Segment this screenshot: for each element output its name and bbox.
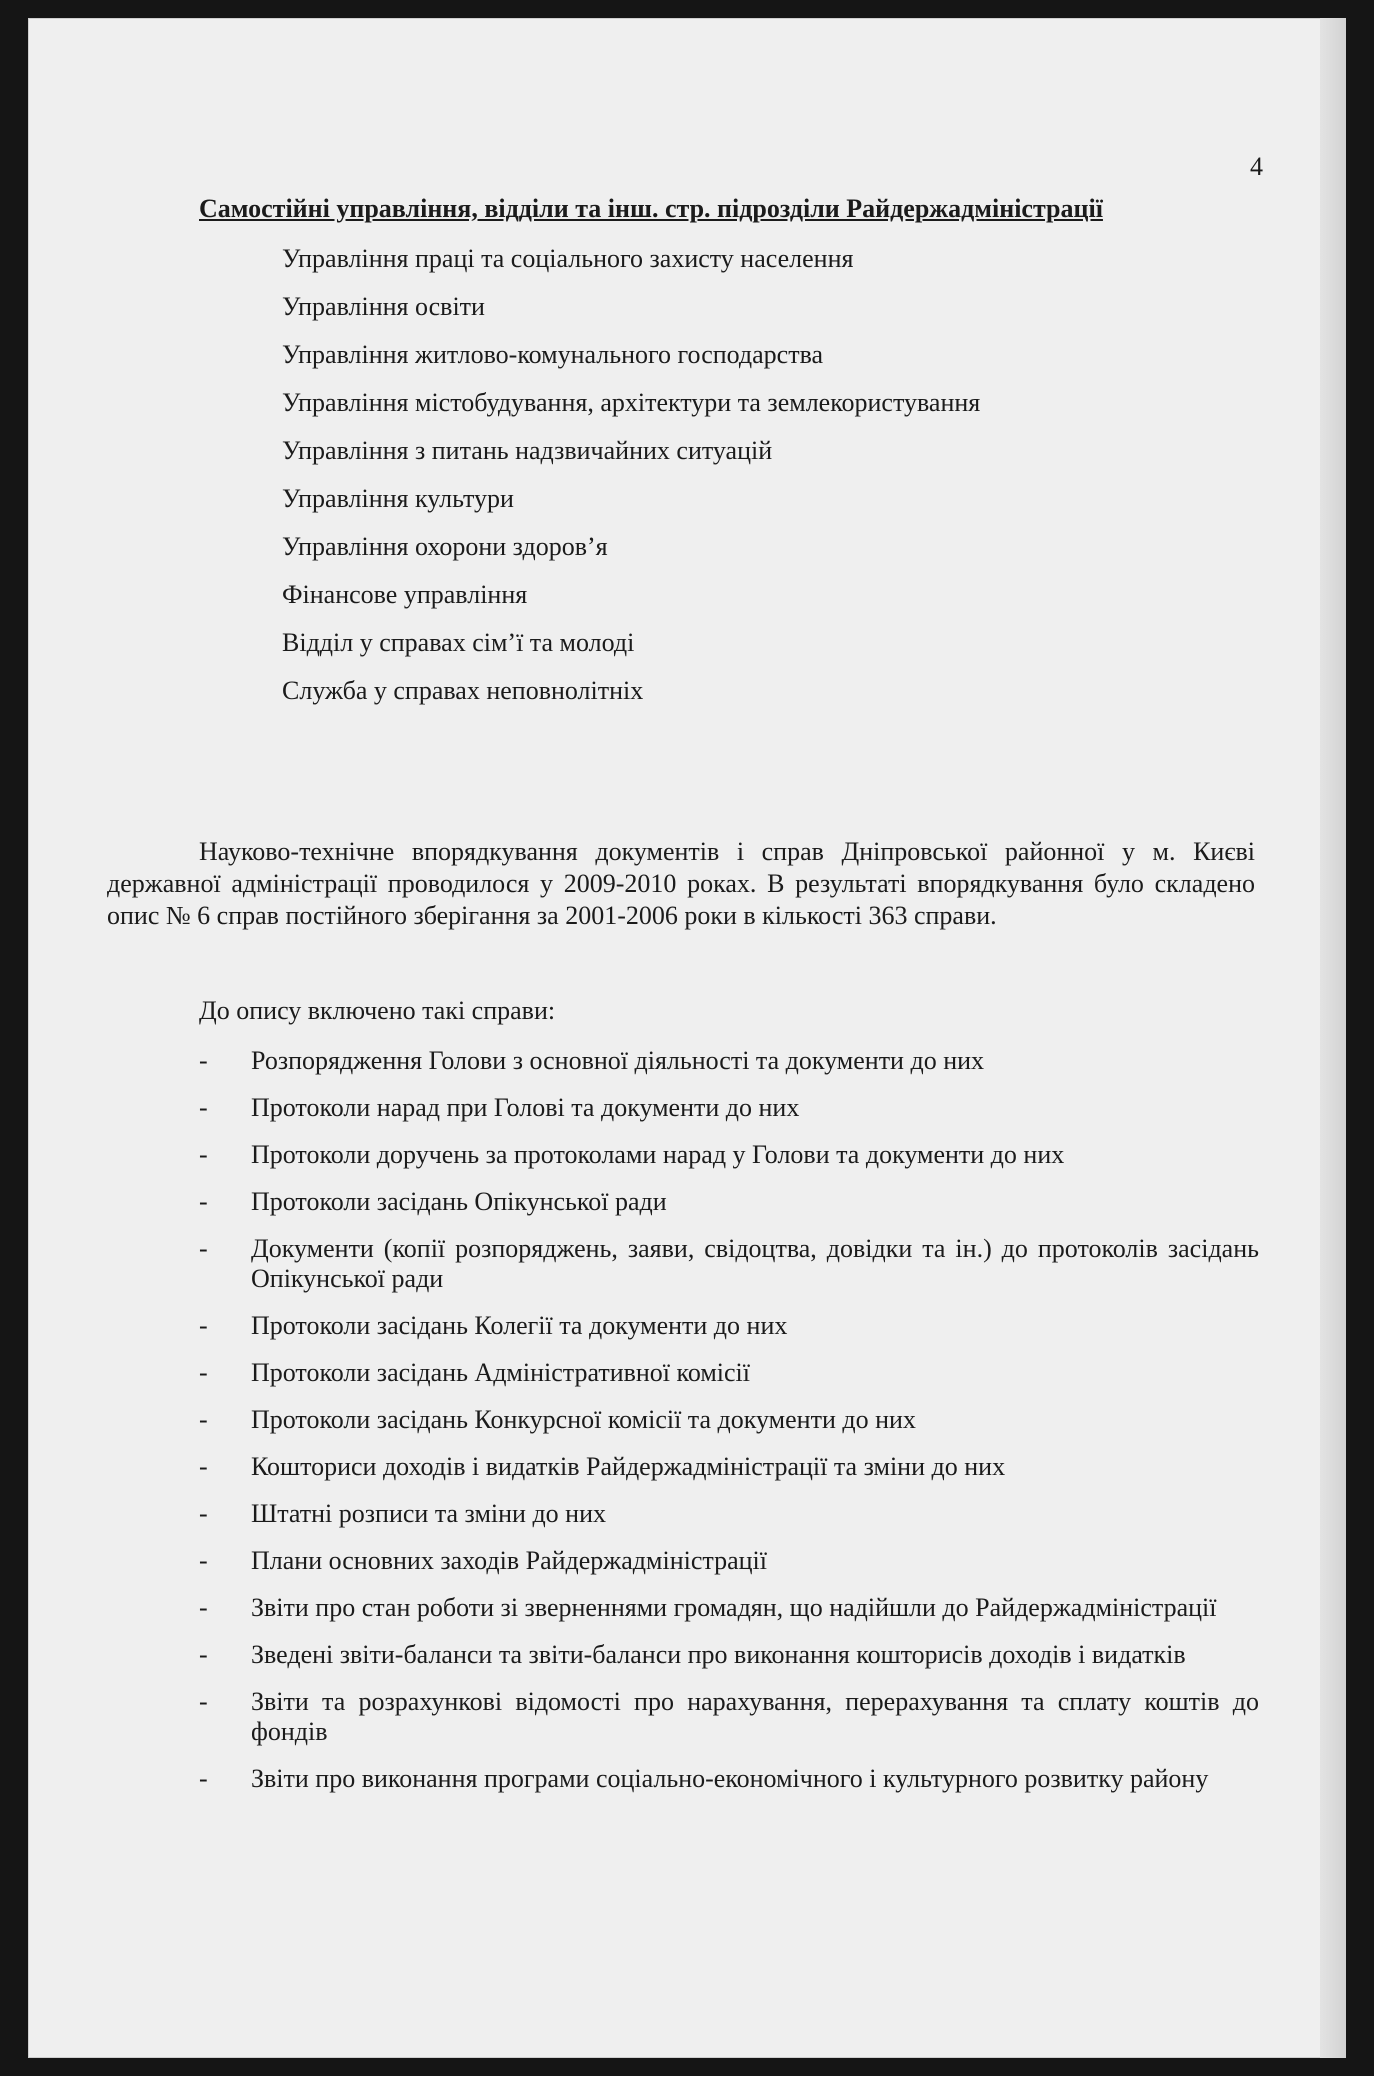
- case-text: Протоколи доручень за протоколами нарад у Голови та документи до них: [251, 1140, 1065, 1169]
- page-edge: [1320, 18, 1346, 2058]
- department-item: Управління праці та соціального захисту населення: [282, 244, 854, 273]
- cases-list: [199, 1046, 1259, 1811]
- case-item: [199, 1687, 1259, 1747]
- case-item: [199, 1546, 1259, 1576]
- case-item: [199, 1764, 1259, 1794]
- bullet-dash: -: [199, 1687, 208, 1716]
- document-page: [28, 18, 1346, 2058]
- case-text: Документи (копії розпоряджень, заяви, свідоцтва, довідки та ін.) до протоколів засідань Опікунської ради: [251, 1234, 1259, 1293]
- case-item: [199, 1140, 1259, 1170]
- department-item: Управління містобудування, архітектури та землекористування: [282, 388, 981, 417]
- case-text: Кошториси доходів і видатків Райдержадміністрації та зміни до них: [251, 1452, 1006, 1481]
- department-item: Служба у справах неповнолітніх: [282, 676, 644, 705]
- bullet-dash: -: [199, 1187, 208, 1216]
- case-text: Плани основних заходів Райдержадміністрації: [251, 1546, 767, 1575]
- case-item: [199, 1187, 1259, 1217]
- case-text: Протоколи засідань Колегії та документи до них: [251, 1311, 788, 1340]
- ordering-paragraph: Науково-технічне впорядкування документів і справ Дніпровської районної у м. Києві державної адміністрації проводилося у 2009-2010 роках. В результаті впорядкування було складено опис № 6 справ постійного зберігання за 2001-2006 роки в кількості 363 справи.: [107, 837, 1255, 930]
- case-item: [199, 1358, 1259, 1388]
- case-text: Звіти та розрахункові відомості про нарахування, перерахування та сплату коштів до фондів: [251, 1687, 1259, 1746]
- bullet-dash: -: [199, 1499, 208, 1528]
- bullet-dash: -: [199, 1358, 208, 1387]
- bullet-dash: -: [199, 1452, 208, 1481]
- case-item: [199, 1046, 1259, 1076]
- case-item: [199, 1311, 1259, 1341]
- case-item: [199, 1499, 1259, 1529]
- page-number: 4: [1250, 152, 1263, 181]
- bullet-dash: -: [199, 1093, 208, 1122]
- bullet-dash: -: [199, 1764, 208, 1793]
- bullet-dash: -: [199, 1640, 208, 1669]
- bullet-dash: -: [199, 1046, 208, 1075]
- case-text: Протоколи засідань Опікунської ради: [251, 1187, 667, 1216]
- case-text: Протоколи засідань Конкурсної комісії та документи до них: [251, 1405, 916, 1434]
- department-item: Управління культури: [282, 484, 514, 513]
- bullet-dash: -: [199, 1234, 208, 1263]
- case-item: [199, 1593, 1259, 1623]
- department-item: Фінансове управління: [282, 580, 528, 609]
- departments-list: [282, 244, 980, 724]
- department-item: Відділ у справах сім’ї та молоді: [282, 628, 635, 657]
- department-item: Управління з питань надзвичайних ситуацій: [282, 436, 773, 465]
- case-text: Звіти про виконання програми соціально-економічного і культурного розвитку району: [251, 1764, 1209, 1793]
- case-item: [199, 1093, 1259, 1123]
- department-item: Управління житлово-комунального господарства: [282, 340, 824, 369]
- case-text: Розпорядження Голови з основної діяльності та документи до них: [251, 1046, 985, 1075]
- case-item: [199, 1234, 1259, 1294]
- case-item: [199, 1640, 1259, 1670]
- bullet-dash: -: [199, 1140, 208, 1169]
- case-item: [199, 1405, 1259, 1435]
- department-item: Управління охорони здоров’я: [282, 532, 608, 561]
- bullet-dash: -: [199, 1593, 208, 1622]
- section-heading: Самостійні управління, відділи та інш. стр. підрозділи Райдержадміністрації: [199, 194, 1103, 223]
- bullet-dash: -: [199, 1311, 208, 1340]
- bullet-dash: -: [199, 1405, 208, 1434]
- case-text: Протоколи засідань Адміністративної комісії: [251, 1358, 751, 1387]
- case-text: Звіти про стан роботи зі зверненнями громадян, що надійшли до Райдержадміністрації: [251, 1593, 1217, 1622]
- case-text: Зведені звіти-баланси та звіти-баланси про виконання кошторисів доходів і видатків: [251, 1640, 1186, 1669]
- case-text: Протоколи нарад при Голові та документи до них: [251, 1093, 800, 1122]
- case-text: Штатні розписи та зміни до них: [251, 1499, 607, 1528]
- bullet-dash: -: [199, 1546, 208, 1575]
- cases-list-intro: До опису включено такі справи:: [199, 996, 556, 1025]
- department-item: Управління освіти: [282, 292, 485, 321]
- case-item: [199, 1452, 1259, 1482]
